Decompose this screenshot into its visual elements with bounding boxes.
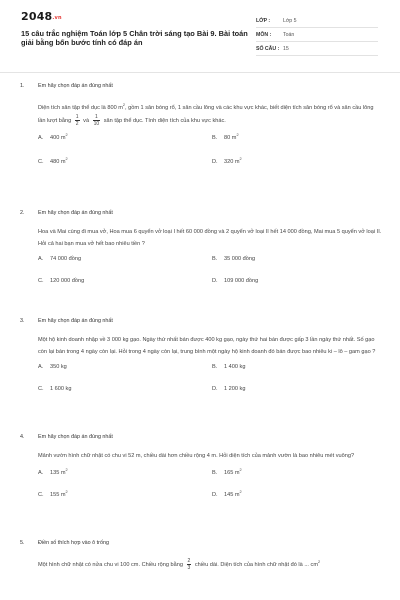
question-number: 4.: [20, 434, 25, 440]
question-number: 2.: [20, 210, 25, 216]
meta-row-count: [256, 42, 378, 56]
question-2: [20, 210, 382, 298]
question-prompt: [20, 540, 382, 550]
question-body: Một hình chữ nhật có nửa chu vi 100 cm. Chiều rộng bằng $\frac{2}{3}$ chiều dài. Diện tích của hình chữ nhật đó là ... $cm^2$: [38, 557, 321, 571]
question-body: Một hộ kinh doanh nhập về 3 000 kg gạo. Ngày thứ nhất bán được 400 kg gạo, ngày thứ hai bán được gấp 3 lần ngày thứ nhất. Số gạo còn lại bán trong 4 ngày còn lại. Hỏi trong 4 ngày còn lại, trung bình một ngày hộ kinh doanh đó bán được bao nhiêu ki – lô – gam gạo ?: [38, 337, 376, 356]
option-b[interactable]: B. 80 $m^2$: [212, 133, 239, 142]
question-3: [20, 318, 382, 406]
question-1: [20, 83, 382, 175]
fraction: $\frac{1}{2}$: [75, 114, 79, 128]
option-a[interactable]: A. 135 $m^2$: [38, 468, 68, 477]
meta-value: Toán: [283, 31, 295, 38]
question-5: [20, 540, 382, 571]
page-title: 15 câu trắc nghiệm Toán lớp 5 Chân trời sáng tạo Bài 9. Bài toán giải bằng bốn bước tính có đáp án: [21, 29, 248, 47]
meta-value: Lớp 5: [283, 17, 297, 24]
question-body: Mảnh vườn hình chữ nhật có chu vi 52 m, chiều dài hơn chiều rộng 4 m. Hỏi diện tích của mảnh vườn là bao nhiêu mét vuông?: [38, 453, 355, 459]
header-divider: [0, 72, 400, 73]
option-d[interactable]: D. 320 $m^2$: [212, 157, 242, 166]
option-c[interactable]: C. 1 600 kg: [38, 386, 72, 393]
question-prompt: [20, 210, 382, 220]
option-a[interactable]: A. 350 kg: [38, 364, 67, 371]
question-body: Hoa và Mai cùng đi mua vở, Hoa mua 6 quyển vở loại I hết 60 000 đồng và 2 quyển vở loại II hết 14 000 đồng, Mai mua 5 quyển vở loại II. Hỏi cả hai bạn mua vở hết bao nhiêu tiền ?: [38, 229, 382, 248]
question-prompt: [20, 318, 382, 328]
option-c[interactable]: C. 155 $m^2$: [38, 490, 68, 499]
answer-options: [38, 256, 382, 298]
meta-value: 15: [283, 45, 289, 52]
meta-table: [256, 14, 378, 56]
answer-options: [38, 468, 382, 510]
option-b[interactable]: B. 35 000 đồng: [212, 256, 256, 263]
meta-row-class: [256, 14, 378, 28]
question-number: 3.: [20, 318, 25, 324]
fraction: $\frac{2}{3}$: [187, 557, 191, 571]
question-instruction: Em hãy chọn đáp án đúng nhất: [38, 83, 113, 89]
answer-options: [38, 133, 382, 175]
question-number: 1.: [20, 83, 25, 89]
meta-key: SỐ CÂU :: [256, 45, 280, 52]
question-prompt: [20, 434, 382, 444]
question-instruction: Em hãy chọn đáp án đúng nhất: [38, 210, 113, 216]
option-d[interactable]: D. 145 $m^2$: [212, 490, 242, 499]
option-b[interactable]: B. 165 $m^2$: [212, 468, 242, 477]
question-number: 5.: [20, 540, 25, 546]
meta-key: LỚP :: [256, 17, 271, 24]
site-logo[interactable]: [21, 10, 62, 23]
option-a[interactable]: A. 400 $m^2$: [38, 133, 68, 142]
question-instruction: Em hãy chọn đáp án đúng nhất: [38, 434, 113, 440]
logo-text: 2048: [21, 10, 53, 23]
logo-suffix: .vn: [52, 15, 62, 21]
option-b[interactable]: B. 1 400 kg: [212, 364, 246, 371]
option-c[interactable]: C. 480 $m^2$: [38, 157, 68, 166]
option-d[interactable]: D. 1 200 kg: [212, 386, 246, 393]
option-a[interactable]: A. 74 000 đồng: [38, 256, 82, 263]
question-instruction: Em hãy chọn đáp án đúng nhất: [38, 318, 113, 324]
question-instruction: Điền số thích hợp vào ô trống: [38, 540, 109, 546]
meta-row-subject: [256, 28, 378, 42]
meta-key: MÔN :: [256, 31, 272, 38]
answer-options: [38, 364, 382, 406]
question-body: Diện tích sân tập thể dục là 800 $m^2$, gồm 1 sân bóng rổ, 1 sân cầu lông và các khu vực khác, biết diện tích sân bóng rổ và sân cầu lông lần lượt bằng $\frac{1}{2}$ và $\frac{1}{10}$ sân tập thể dục. Tính diện tích của khu vực khác.: [38, 103, 374, 128]
fraction: $\frac{1}{10}$: [93, 114, 100, 128]
option-d[interactable]: D. 109 000 đồng: [212, 278, 259, 285]
question-4: [20, 434, 382, 510]
option-c[interactable]: C. 120 000 đồng: [38, 278, 85, 285]
question-prompt: [20, 83, 382, 93]
header: [0, 0, 400, 64]
